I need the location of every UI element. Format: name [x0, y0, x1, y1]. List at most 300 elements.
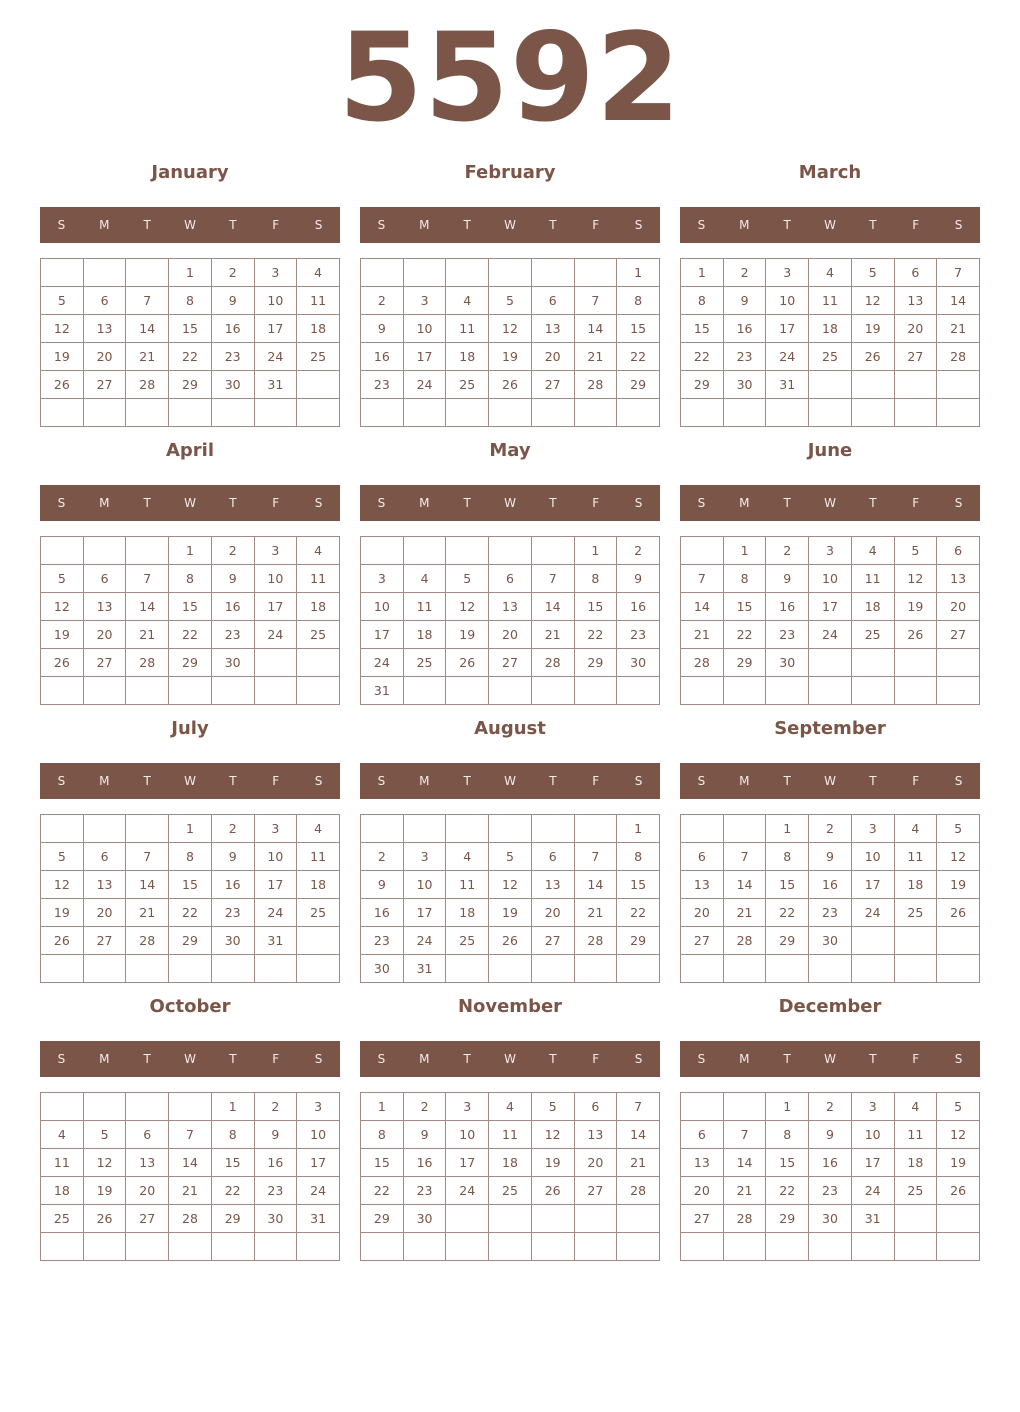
day-cell: 5 [489, 843, 532, 871]
day-cell: 29 [574, 649, 617, 677]
weekday-header [40, 485, 340, 521]
weekday-label: S [634, 218, 643, 232]
day-cell: 9 [723, 287, 766, 315]
day-cell: 8 [574, 565, 617, 593]
day-cell: 22 [617, 343, 660, 371]
day-cell: 26 [489, 927, 532, 955]
week-row [361, 927, 660, 955]
day-cell: 14 [126, 593, 169, 621]
day-cell: 27 [83, 927, 126, 955]
day-cell: 24 [851, 1177, 894, 1205]
day-cell: 9 [211, 287, 254, 315]
day-cell: 11 [489, 1121, 532, 1149]
weekday-label: T [783, 1052, 791, 1066]
day-cell: 9 [361, 315, 404, 343]
day-cell: 13 [83, 871, 126, 899]
day-cell: 10 [851, 843, 894, 871]
day-cell: 7 [681, 565, 724, 593]
day-cell: 25 [403, 649, 446, 677]
day-cell [894, 399, 937, 427]
day-cell [574, 1205, 617, 1233]
month-name: June [807, 440, 853, 461]
day-cell: 7 [126, 565, 169, 593]
day-cell: 3 [361, 565, 404, 593]
week-row [41, 955, 340, 983]
day-cell: 17 [403, 343, 446, 371]
day-cell: 17 [809, 593, 852, 621]
day-cell [41, 259, 84, 287]
day-cell: 28 [126, 649, 169, 677]
day-cell [489, 537, 532, 565]
day-cell [531, 955, 574, 983]
week-row [361, 343, 660, 371]
day-cell: 1 [169, 537, 212, 565]
weekday-label: M [419, 218, 430, 232]
day-cell: 21 [681, 621, 724, 649]
month-name: February [464, 162, 556, 183]
week-row [41, 815, 340, 843]
weekday-label: F [592, 218, 600, 232]
weekday-label: S [377, 1052, 386, 1066]
weekday-label: S [57, 496, 66, 510]
week-row [41, 1205, 340, 1233]
day-cell [403, 815, 446, 843]
day-cell: 8 [766, 843, 809, 871]
day-cell [531, 537, 574, 565]
day-cell: 26 [41, 649, 84, 677]
day-cell: 12 [41, 315, 84, 343]
weekday-label: M [99, 496, 110, 510]
week-row [41, 315, 340, 343]
day-cell: 6 [83, 565, 126, 593]
weekday-label: T [783, 218, 791, 232]
weekday-label: W [184, 496, 196, 510]
day-cell: 15 [766, 871, 809, 899]
day-cell: 12 [489, 871, 532, 899]
day-cell [446, 815, 489, 843]
day-cell: 29 [211, 1205, 254, 1233]
weekday-label: S [697, 1052, 706, 1066]
day-cell [574, 259, 617, 287]
day-cell: 12 [41, 593, 84, 621]
day-cell [531, 1205, 574, 1233]
day-cell [446, 1233, 489, 1261]
day-cell: 15 [574, 593, 617, 621]
day-cell: 1 [361, 1093, 404, 1121]
weekday-label: S [314, 496, 323, 510]
month-name: December [778, 996, 882, 1017]
day-cell [937, 677, 980, 705]
day-cell: 29 [681, 371, 724, 399]
day-cell: 23 [211, 621, 254, 649]
day-cell: 30 [403, 1205, 446, 1233]
day-cell: 21 [617, 1149, 660, 1177]
week-row [681, 927, 980, 955]
day-cell: 1 [617, 815, 660, 843]
weekday-label: W [504, 774, 516, 788]
day-cell: 17 [403, 899, 446, 927]
day-cell: 23 [403, 1177, 446, 1205]
day-cell: 10 [851, 1121, 894, 1149]
weekday-label: M [419, 496, 430, 510]
day-cell: 21 [723, 899, 766, 927]
day-cell: 18 [851, 593, 894, 621]
day-cell: 23 [723, 343, 766, 371]
day-cell [489, 259, 532, 287]
day-cell: 10 [766, 287, 809, 315]
weekday-label: T [463, 1052, 471, 1066]
day-cell [894, 677, 937, 705]
day-cell: 24 [766, 343, 809, 371]
week-row [681, 1093, 980, 1121]
weekday-label: T [229, 218, 237, 232]
week-row [41, 1177, 340, 1205]
week-row [681, 537, 980, 565]
weekday-label: T [463, 774, 471, 788]
day-cell: 18 [297, 593, 340, 621]
day-cell [937, 955, 980, 983]
weekday-label: F [272, 774, 280, 788]
day-cell: 28 [723, 1205, 766, 1233]
weekday-header [360, 485, 660, 521]
day-cell: 2 [617, 537, 660, 565]
day-cell [766, 1233, 809, 1261]
day-cell: 17 [297, 1149, 340, 1177]
weekday-label: T [143, 1052, 151, 1066]
day-cell: 13 [531, 315, 574, 343]
day-cell: 3 [297, 1093, 340, 1121]
day-cell [126, 955, 169, 983]
day-cell: 8 [723, 565, 766, 593]
day-cell: 14 [681, 593, 724, 621]
day-cell [723, 1233, 766, 1261]
day-cell: 2 [211, 537, 254, 565]
day-cell: 10 [254, 565, 297, 593]
day-cell [126, 399, 169, 427]
weekday-label: F [592, 774, 600, 788]
day-cell: 18 [297, 315, 340, 343]
day-cell: 30 [617, 649, 660, 677]
day-cell: 14 [574, 871, 617, 899]
day-cell [41, 537, 84, 565]
day-cell [126, 677, 169, 705]
day-cell [531, 399, 574, 427]
weekday-label: T [463, 496, 471, 510]
day-cell [211, 955, 254, 983]
weekday-label: F [272, 218, 280, 232]
week-row [361, 315, 660, 343]
day-cell [169, 677, 212, 705]
day-cell: 25 [446, 371, 489, 399]
day-cell: 13 [894, 287, 937, 315]
day-cell: 6 [531, 843, 574, 871]
week-row [681, 621, 980, 649]
weekday-label: S [954, 1052, 963, 1066]
weekday-label: T [229, 496, 237, 510]
day-cell [894, 371, 937, 399]
day-cell: 19 [937, 871, 980, 899]
day-cell: 5 [531, 1093, 574, 1121]
day-cell: 6 [126, 1121, 169, 1149]
day-cell [937, 399, 980, 427]
day-cell [254, 399, 297, 427]
day-cell [297, 955, 340, 983]
day-cell: 12 [489, 315, 532, 343]
day-cell: 10 [446, 1121, 489, 1149]
day-cell [681, 399, 724, 427]
day-cell [83, 1233, 126, 1261]
day-cell [723, 399, 766, 427]
day-cell [531, 259, 574, 287]
day-cell: 16 [617, 593, 660, 621]
day-cell: 20 [489, 621, 532, 649]
week-row [41, 843, 340, 871]
weekday-label: T [869, 774, 877, 788]
weekday-header [680, 763, 980, 799]
day-cell: 17 [254, 315, 297, 343]
day-cell: 9 [361, 871, 404, 899]
day-cell: 16 [723, 315, 766, 343]
day-cell: 23 [617, 621, 660, 649]
day-cell: 15 [723, 593, 766, 621]
day-cell: 21 [574, 343, 617, 371]
day-cell [937, 1233, 980, 1261]
day-cell: 30 [766, 649, 809, 677]
day-cell [126, 815, 169, 843]
weekday-label: M [739, 1052, 750, 1066]
day-cell: 6 [681, 1121, 724, 1149]
day-cell: 14 [169, 1149, 212, 1177]
day-cell: 15 [681, 315, 724, 343]
day-cell: 23 [361, 371, 404, 399]
day-cell: 7 [126, 287, 169, 315]
day-cell: 25 [489, 1177, 532, 1205]
week-row [361, 1233, 660, 1261]
weekday-label: S [377, 774, 386, 788]
weekday-label: M [99, 774, 110, 788]
day-cell [169, 1093, 212, 1121]
day-cell [809, 649, 852, 677]
day-cell [211, 399, 254, 427]
day-cell [254, 677, 297, 705]
day-cell: 7 [574, 843, 617, 871]
day-cell: 29 [169, 927, 212, 955]
day-cell: 15 [617, 871, 660, 899]
day-cell: 21 [723, 1177, 766, 1205]
day-cell [361, 1233, 404, 1261]
day-cell [851, 677, 894, 705]
day-cell [83, 399, 126, 427]
day-cell [617, 1205, 660, 1233]
day-cell: 3 [446, 1093, 489, 1121]
day-cell: 7 [723, 1121, 766, 1149]
day-cell: 13 [83, 315, 126, 343]
day-cell [894, 649, 937, 677]
day-cell [531, 1233, 574, 1261]
weekday-label: W [504, 496, 516, 510]
day-cell [809, 677, 852, 705]
week-row [681, 593, 980, 621]
weekday-label: M [739, 496, 750, 510]
day-cell: 28 [169, 1205, 212, 1233]
day-cell: 4 [403, 565, 446, 593]
day-cell: 2 [766, 537, 809, 565]
weekday-label: T [783, 496, 791, 510]
day-cell [254, 955, 297, 983]
day-cell: 10 [254, 843, 297, 871]
day-cell [851, 955, 894, 983]
day-cell: 9 [809, 843, 852, 871]
day-cell [489, 1205, 532, 1233]
day-cell: 5 [851, 259, 894, 287]
day-cell: 27 [937, 621, 980, 649]
day-cell: 11 [809, 287, 852, 315]
day-cell: 19 [489, 899, 532, 927]
day-cell: 24 [254, 343, 297, 371]
day-cell: 22 [766, 899, 809, 927]
day-cell: 22 [574, 621, 617, 649]
day-cell: 5 [41, 287, 84, 315]
day-cell: 18 [41, 1177, 84, 1205]
weekday-label: M [99, 1052, 110, 1066]
week-row [681, 259, 980, 287]
day-cell [83, 537, 126, 565]
week-row [361, 399, 660, 427]
day-grid [40, 258, 340, 427]
week-row [681, 1177, 980, 1205]
day-cell: 3 [851, 815, 894, 843]
day-cell: 26 [937, 1177, 980, 1205]
day-cell: 24 [403, 927, 446, 955]
day-cell [574, 955, 617, 983]
day-cell [254, 649, 297, 677]
weekday-label: M [739, 218, 750, 232]
week-row [361, 815, 660, 843]
weekday-label: W [184, 218, 196, 232]
day-grid [40, 536, 340, 705]
week-row [41, 927, 340, 955]
day-cell: 30 [723, 371, 766, 399]
day-cell: 18 [446, 343, 489, 371]
day-cell [681, 955, 724, 983]
day-cell: 6 [894, 259, 937, 287]
day-cell [83, 677, 126, 705]
day-cell: 30 [809, 1205, 852, 1233]
day-cell [617, 399, 660, 427]
week-row [361, 259, 660, 287]
day-cell: 8 [681, 287, 724, 315]
weekday-header [40, 763, 340, 799]
week-row [361, 871, 660, 899]
day-cell: 1 [681, 259, 724, 287]
day-cell [126, 259, 169, 287]
weekday-label: S [377, 496, 386, 510]
day-cell: 28 [681, 649, 724, 677]
week-row [361, 1149, 660, 1177]
day-cell: 15 [766, 1149, 809, 1177]
weekday-label: S [634, 774, 643, 788]
day-cell: 18 [809, 315, 852, 343]
week-row [361, 649, 660, 677]
day-cell: 26 [531, 1177, 574, 1205]
day-cell: 30 [254, 1205, 297, 1233]
day-cell: 25 [297, 343, 340, 371]
week-row [361, 843, 660, 871]
day-cell [937, 649, 980, 677]
day-cell: 14 [531, 593, 574, 621]
day-cell: 6 [681, 843, 724, 871]
day-cell [297, 1233, 340, 1261]
day-cell: 19 [41, 343, 84, 371]
day-cell [723, 677, 766, 705]
day-cell: 13 [126, 1149, 169, 1177]
weekday-label: T [869, 218, 877, 232]
day-cell: 6 [574, 1093, 617, 1121]
weekday-header [40, 207, 340, 243]
day-cell: 19 [531, 1149, 574, 1177]
week-row [361, 287, 660, 315]
day-cell: 25 [297, 899, 340, 927]
weekday-label: M [739, 774, 750, 788]
day-cell: 22 [211, 1177, 254, 1205]
week-row [361, 899, 660, 927]
day-cell [361, 537, 404, 565]
day-cell: 1 [169, 259, 212, 287]
day-cell: 7 [617, 1093, 660, 1121]
day-cell: 2 [211, 259, 254, 287]
day-cell: 7 [574, 287, 617, 315]
month-name: January [151, 162, 229, 183]
day-cell: 6 [531, 287, 574, 315]
weekday-label: F [272, 1052, 280, 1066]
day-cell [126, 537, 169, 565]
day-cell: 9 [211, 843, 254, 871]
day-cell: 20 [937, 593, 980, 621]
weekday-label: T [143, 496, 151, 510]
day-cell: 20 [531, 343, 574, 371]
day-cell: 27 [681, 927, 724, 955]
day-cell: 26 [489, 371, 532, 399]
week-row [681, 899, 980, 927]
week-row [681, 955, 980, 983]
day-cell [681, 537, 724, 565]
day-cell: 28 [617, 1177, 660, 1205]
week-row [681, 1149, 980, 1177]
day-cell: 9 [403, 1121, 446, 1149]
day-cell [681, 1233, 724, 1261]
day-cell: 12 [446, 593, 489, 621]
day-cell: 6 [83, 287, 126, 315]
weekday-label: W [504, 218, 516, 232]
day-cell [403, 259, 446, 287]
day-cell: 5 [446, 565, 489, 593]
day-cell: 15 [169, 315, 212, 343]
weekday-label: S [314, 218, 323, 232]
day-grid [40, 814, 340, 983]
day-cell [297, 927, 340, 955]
day-cell: 28 [937, 343, 980, 371]
day-cell: 7 [937, 259, 980, 287]
day-cell: 27 [681, 1205, 724, 1233]
day-cell: 22 [169, 621, 212, 649]
day-cell [83, 815, 126, 843]
day-cell: 18 [297, 871, 340, 899]
week-row [41, 1093, 340, 1121]
day-cell [809, 955, 852, 983]
day-cell [83, 955, 126, 983]
day-cell: 20 [83, 343, 126, 371]
week-row [41, 565, 340, 593]
